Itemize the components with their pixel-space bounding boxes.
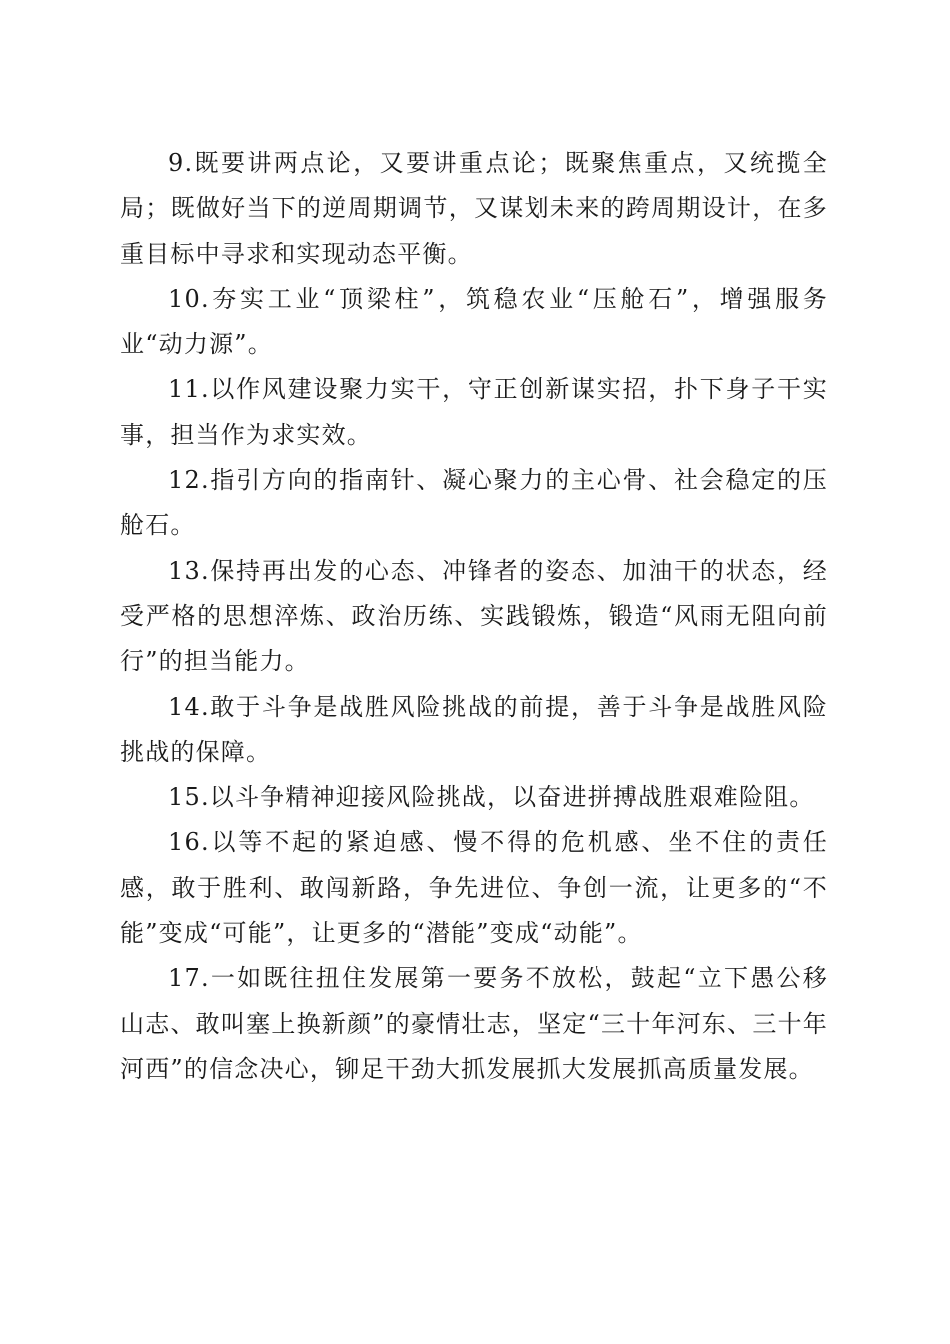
paragraph-10: 10.夯实工业“顶梁柱”，筑稳农业“压舱石”，增强服务业“动力源”。 — [120, 284, 828, 359]
paragraph-11: 11.以作风建设聚力实干，守正创新谋实招，扑下身子干实事，担当作为求实效。 — [120, 375, 828, 449]
paragraph-15: 15.以斗争精神迎接风险挑战，以奋进拼搏战胜艰难险阻。 — [168, 783, 815, 812]
paragraph-9: 9.既要讲两点论，又要讲重点论；既聚焦重点，又统揽全局；既做好当下的逆周期调节，又谋划未来的跨周期设计，在多重目标中寻求和实现动态平衡。 — [120, 149, 828, 268]
paragraph-17: 17.一如既往扭住发展第一要务不放松，鼓起“立下愚公移山志、敢叫塞上换新颜”的豪情壮志，坚定“三十年河东、三十年河西”的信念决心，铆足干劲大抓发展抓大发展抓高质量发展。 — [120, 964, 828, 1083]
paragraph-12: 12.指引方向的指南针、凝心聚力的主心骨、社会稳定的压舱石。 — [120, 466, 828, 540]
paragraph-14: 14.敢于斗争是战胜风险挑战的前提，善于斗争是战胜风险挑战的保障。 — [120, 692, 828, 766]
paragraph-13: 13.保持再出发的心态、冲锋者的姿态、加油干的状态，经受严格的思想淬炼、政治历练、实践锻炼，锻造“风雨无阻向前行”的担当能力。 — [120, 556, 828, 676]
paragraph-16: 16.以等不起的紧迫感、慢不得的危机感、坐不住的责任感，敢于胜利、敢闯新路，争先进位、争创一流，让更多的“不能”变成“可能”，让更多的“潜能”变成“动能”。 — [120, 828, 828, 948]
document-body — [120, 141, 828, 1092]
